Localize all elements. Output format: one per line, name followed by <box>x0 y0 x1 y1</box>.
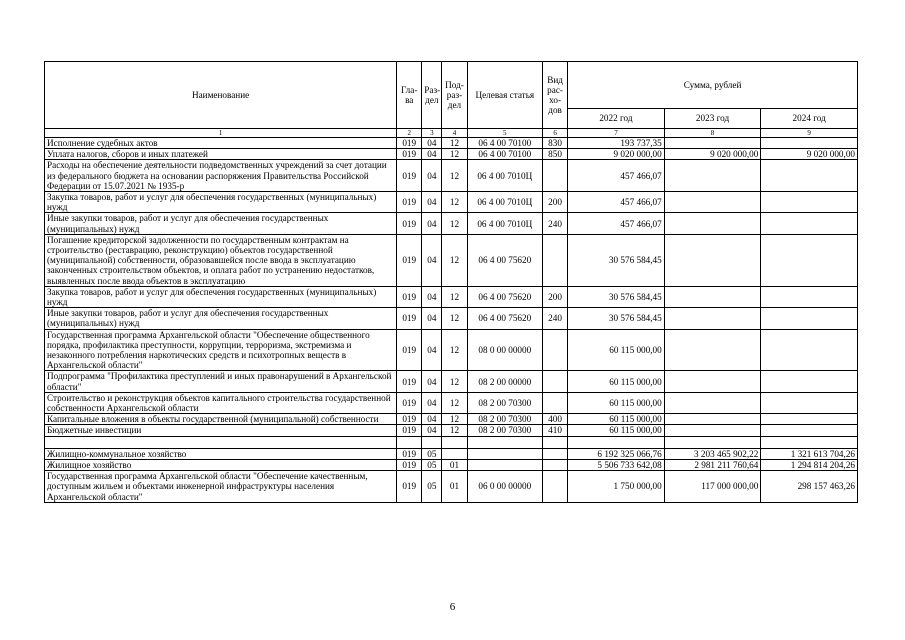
row-sum-2024 <box>761 329 858 371</box>
row-sum-2022: 457 466,07 <box>568 192 665 213</box>
row-podrazdel: 12 <box>442 160 467 192</box>
row-podrazdel: 12 <box>442 213 467 234</box>
table-row <box>45 192 858 213</box>
table-row <box>45 371 858 392</box>
row-name: Капитальные вложения в объекты государственной (муниципальной) собственности <box>45 414 397 425</box>
row-razdel: 04 <box>422 213 442 234</box>
row-sum-2024 <box>761 308 858 329</box>
header-2022: 2022 год <box>568 109 665 129</box>
row-razdel: 04 <box>422 192 442 213</box>
table-row <box>45 329 858 371</box>
row-razdel: 04 <box>422 160 442 192</box>
row-sum-2023 <box>664 286 761 307</box>
row-sum-2024: 1 294 814 204,26 <box>761 459 858 470</box>
row-sum-2022: 9 020 000,00 <box>568 149 665 160</box>
row-sum-2024 <box>761 138 858 149</box>
header-podrazdel: Под-раз-дел <box>442 62 467 129</box>
row-sum-2023: 3 203 465 902,22 <box>664 448 761 459</box>
row-sum-2022: 60 115 000,00 <box>568 425 665 436</box>
row-podrazdel: 12 <box>442 329 467 371</box>
row-razdel: 04 <box>422 286 442 307</box>
row-sum-2023 <box>664 160 761 192</box>
row-sum-2024 <box>761 414 858 425</box>
row-sum-2022: 60 115 000,00 <box>568 371 665 392</box>
row-glava: 019 <box>397 448 422 459</box>
row-sum-2023: 2 981 211 760,64 <box>664 459 761 470</box>
row-vid <box>543 471 568 503</box>
row-sum-2023 <box>664 138 761 149</box>
row-glava: 019 <box>397 160 422 192</box>
row-sum-2024: 1 321 613 704,26 <box>761 448 858 459</box>
row-vid: 850 <box>543 149 568 160</box>
row-name: Жилищно-коммунальное хозяйство <box>45 448 397 459</box>
row-glava: 019 <box>397 286 422 307</box>
col-number: 8 <box>664 129 761 138</box>
budget-table <box>44 61 858 503</box>
row-sum-2024 <box>761 392 858 413</box>
row-podrazdel: 12 <box>442 425 467 436</box>
row-razdel: 04 <box>422 392 442 413</box>
row-name: Расходы на обеспечение деятельности подведомственных учреждений за счет дотации из федерального бюджета на основании распоряжения Правительства Российской Федерации от 15.07.2021 № 1935-р <box>45 160 397 192</box>
row-sum-2023: 117 000 000,00 <box>664 471 761 503</box>
header-2023: 2023 год <box>664 109 761 129</box>
row-vid <box>543 160 568 192</box>
page-number: 6 <box>449 601 456 613</box>
row-sum-2024: 9 020 000,00 <box>761 149 858 160</box>
row-podrazdel: 12 <box>442 308 467 329</box>
header-vid: Вид рас-хо-дов <box>543 62 568 129</box>
header-razdel: Раз-дел <box>422 62 442 129</box>
row-vid: 400 <box>543 414 568 425</box>
table-row <box>45 308 858 329</box>
row-vid <box>543 392 568 413</box>
row-sum-2024 <box>761 234 858 286</box>
table-row <box>45 471 858 503</box>
table-row <box>45 138 858 149</box>
row-vid: 200 <box>543 286 568 307</box>
col-number: 5 <box>467 129 542 138</box>
row-glava: 019 <box>397 308 422 329</box>
table-row <box>45 425 858 436</box>
table-body <box>45 138 858 437</box>
table-spacer <box>45 436 858 448</box>
row-glava: 019 <box>397 149 422 160</box>
row-celevaya: 06 0 00 00000 <box>467 471 542 503</box>
row-celevaya: 08 2 00 70300 <box>467 392 542 413</box>
row-vid <box>543 329 568 371</box>
header-celevaya: Целевая статья <box>467 62 542 129</box>
row-celevaya <box>467 459 542 470</box>
row-razdel: 05 <box>422 459 442 470</box>
row-name: Исполнение судебных актов <box>45 138 397 149</box>
row-podrazdel: 12 <box>442 414 467 425</box>
table-row <box>45 234 858 286</box>
row-podrazdel: 01 <box>442 471 467 503</box>
row-podrazdel: 12 <box>442 149 467 160</box>
row-glava: 019 <box>397 234 422 286</box>
table-row <box>45 459 858 470</box>
row-sum-2023 <box>664 308 761 329</box>
row-sum-2022: 1 750 000,00 <box>568 471 665 503</box>
header-2024: 2024 год <box>761 109 858 129</box>
row-razdel: 04 <box>422 234 442 286</box>
row-razdel: 04 <box>422 138 442 149</box>
col-number: 3 <box>422 129 442 138</box>
row-sum-2024 <box>761 371 858 392</box>
row-sum-2022: 30 576 584,45 <box>568 308 665 329</box>
row-sum-2022: 5 506 733 642,08 <box>568 459 665 470</box>
row-vid <box>543 448 568 459</box>
row-sum-2022: 30 576 584,45 <box>568 286 665 307</box>
row-sum-2024 <box>761 425 858 436</box>
row-name: Закупка товаров, работ и услуг для обеспечения государственных (муниципальных) нужд <box>45 192 397 213</box>
row-sum-2023 <box>664 425 761 436</box>
row-sum-2022: 60 115 000,00 <box>568 329 665 371</box>
row-podrazdel: 12 <box>442 138 467 149</box>
row-podrazdel: 12 <box>442 192 467 213</box>
row-vid <box>543 459 568 470</box>
row-sum-2022: 457 466,07 <box>568 160 665 192</box>
row-glava: 019 <box>397 471 422 503</box>
header-name: Наименование <box>45 62 397 129</box>
table-row <box>45 414 858 425</box>
row-podrazdel: 12 <box>442 392 467 413</box>
row-razdel: 04 <box>422 425 442 436</box>
row-sum-2022: 30 576 584,45 <box>568 234 665 286</box>
row-glava: 019 <box>397 371 422 392</box>
row-celevaya: 06 4 00 70100 <box>467 149 542 160</box>
row-vid <box>543 234 568 286</box>
row-celevaya: 06 4 00 75620 <box>467 308 542 329</box>
row-glava: 019 <box>397 414 422 425</box>
row-sum-2023: 9 020 000,00 <box>664 149 761 160</box>
row-sum-2023 <box>664 213 761 234</box>
row-sum-2024: 298 157 463,26 <box>761 471 858 503</box>
table-row <box>45 448 858 459</box>
col-number: 7 <box>568 129 665 138</box>
row-razdel: 04 <box>422 414 442 425</box>
row-sum-2022: 193 737,35 <box>568 138 665 149</box>
row-celevaya: 08 2 00 00000 <box>467 371 542 392</box>
row-sum-2023 <box>664 329 761 371</box>
row-podrazdel: 12 <box>442 286 467 307</box>
col-number: 4 <box>442 129 467 138</box>
row-razdel: 04 <box>422 329 442 371</box>
column-numbers-row <box>45 129 858 138</box>
header-summa: Сумма, рублей <box>568 62 858 109</box>
row-celevaya: 06 4 00 7010Ц <box>467 192 542 213</box>
table-row <box>45 392 858 413</box>
row-razdel: 04 <box>422 371 442 392</box>
row-vid: 830 <box>543 138 568 149</box>
row-sum-2022: 60 115 000,00 <box>568 414 665 425</box>
row-name: Погашение кредиторской задолженности по государственным контрактам на строительство (реставрацию, реконструкцию) объектов государственной (муниципальной) собственности, образовавшейся после ввода в эксплуатацию законченных строительством объектов, и оплата работ по устранению недостатков, выявленных после ввода объектов в эксплуатацию <box>45 234 397 286</box>
row-vid: 240 <box>543 213 568 234</box>
row-sum-2022: 6 192 325 066,76 <box>568 448 665 459</box>
table-row <box>45 286 858 307</box>
table-row <box>45 160 858 192</box>
row-sum-2022: 457 466,07 <box>568 213 665 234</box>
row-vid: 240 <box>543 308 568 329</box>
row-sum-2022: 60 115 000,00 <box>568 392 665 413</box>
row-razdel: 05 <box>422 448 442 459</box>
row-celevaya: 08 0 00 00000 <box>467 329 542 371</box>
row-sum-2024 <box>761 286 858 307</box>
row-podrazdel <box>442 448 467 459</box>
row-sum-2024 <box>761 213 858 234</box>
row-celevaya: 06 4 00 75620 <box>467 234 542 286</box>
row-vid: 200 <box>543 192 568 213</box>
col-number: 9 <box>761 129 858 138</box>
row-podrazdel: 12 <box>442 371 467 392</box>
row-razdel: 04 <box>422 149 442 160</box>
row-vid: 410 <box>543 425 568 436</box>
row-sum-2023 <box>664 414 761 425</box>
row-name: Уплата налогов, сборов и иных платежей <box>45 149 397 160</box>
row-glava: 019 <box>397 192 422 213</box>
row-vid <box>543 371 568 392</box>
row-podrazdel: 12 <box>442 234 467 286</box>
col-number: 6 <box>543 129 568 138</box>
row-sum-2024 <box>761 192 858 213</box>
row-name: Иные закупки товаров, работ и услуг для обеспечения государственных (муниципальных) нужд <box>45 308 397 329</box>
row-celevaya: 06 4 00 70100 <box>467 138 542 149</box>
row-name: Государственная программа Архангельской области "Обеспечение качественным, доступным жильем и объектами инженерной инфраструктуры населения Архангельской области" <box>45 471 397 503</box>
header-glava: Гла-ва <box>397 62 422 129</box>
row-razdel: 04 <box>422 308 442 329</box>
row-sum-2023 <box>664 392 761 413</box>
row-celevaya: 06 4 00 7010Ц <box>467 160 542 192</box>
row-name: Государственная программа Архангельской области "Обеспечение общественного порядка, профилактика преступности, коррупции, терроризма, экстремизма и незаконного потребления наркотических средств и психотропных веществ в Архангельской области" <box>45 329 397 371</box>
col-number: 2 <box>397 129 422 138</box>
row-glava: 019 <box>397 392 422 413</box>
row-name: Строительство и реконструкция объектов капитального строительства государственной собственности Архангельской области <box>45 392 397 413</box>
table-row <box>45 213 858 234</box>
row-name: Бюджетные инвестиции <box>45 425 397 436</box>
row-name: Иные закупки товаров, работ и услуг для обеспечения государственных (муниципальных) нужд <box>45 213 397 234</box>
table-body-section-2 <box>45 448 858 502</box>
row-sum-2023 <box>664 371 761 392</box>
row-glava: 019 <box>397 459 422 470</box>
row-celevaya: 06 4 00 75620 <box>467 286 542 307</box>
row-glava: 019 <box>397 425 422 436</box>
row-glava: 019 <box>397 138 422 149</box>
row-glava: 019 <box>397 329 422 371</box>
row-celevaya: 08 2 00 70300 <box>467 425 542 436</box>
row-razdel: 05 <box>422 471 442 503</box>
row-name: Закупка товаров, работ и услуг для обеспечения государственных (муниципальных) нужд <box>45 286 397 307</box>
row-celevaya <box>467 448 542 459</box>
table-row <box>45 149 858 160</box>
row-celevaya: 06 4 00 7010Ц <box>467 213 542 234</box>
row-sum-2023 <box>664 192 761 213</box>
row-podrazdel: 01 <box>442 459 467 470</box>
row-sum-2024 <box>761 160 858 192</box>
row-name: Подпрограмма "Профилактика преступлений и иных правонарушений в Архангельской области" <box>45 371 397 392</box>
col-number: 1 <box>45 129 397 138</box>
row-glava: 019 <box>397 213 422 234</box>
row-name: Жилищное хозяйство <box>45 459 397 470</box>
row-celevaya: 08 2 00 70300 <box>467 414 542 425</box>
row-sum-2023 <box>664 234 761 286</box>
